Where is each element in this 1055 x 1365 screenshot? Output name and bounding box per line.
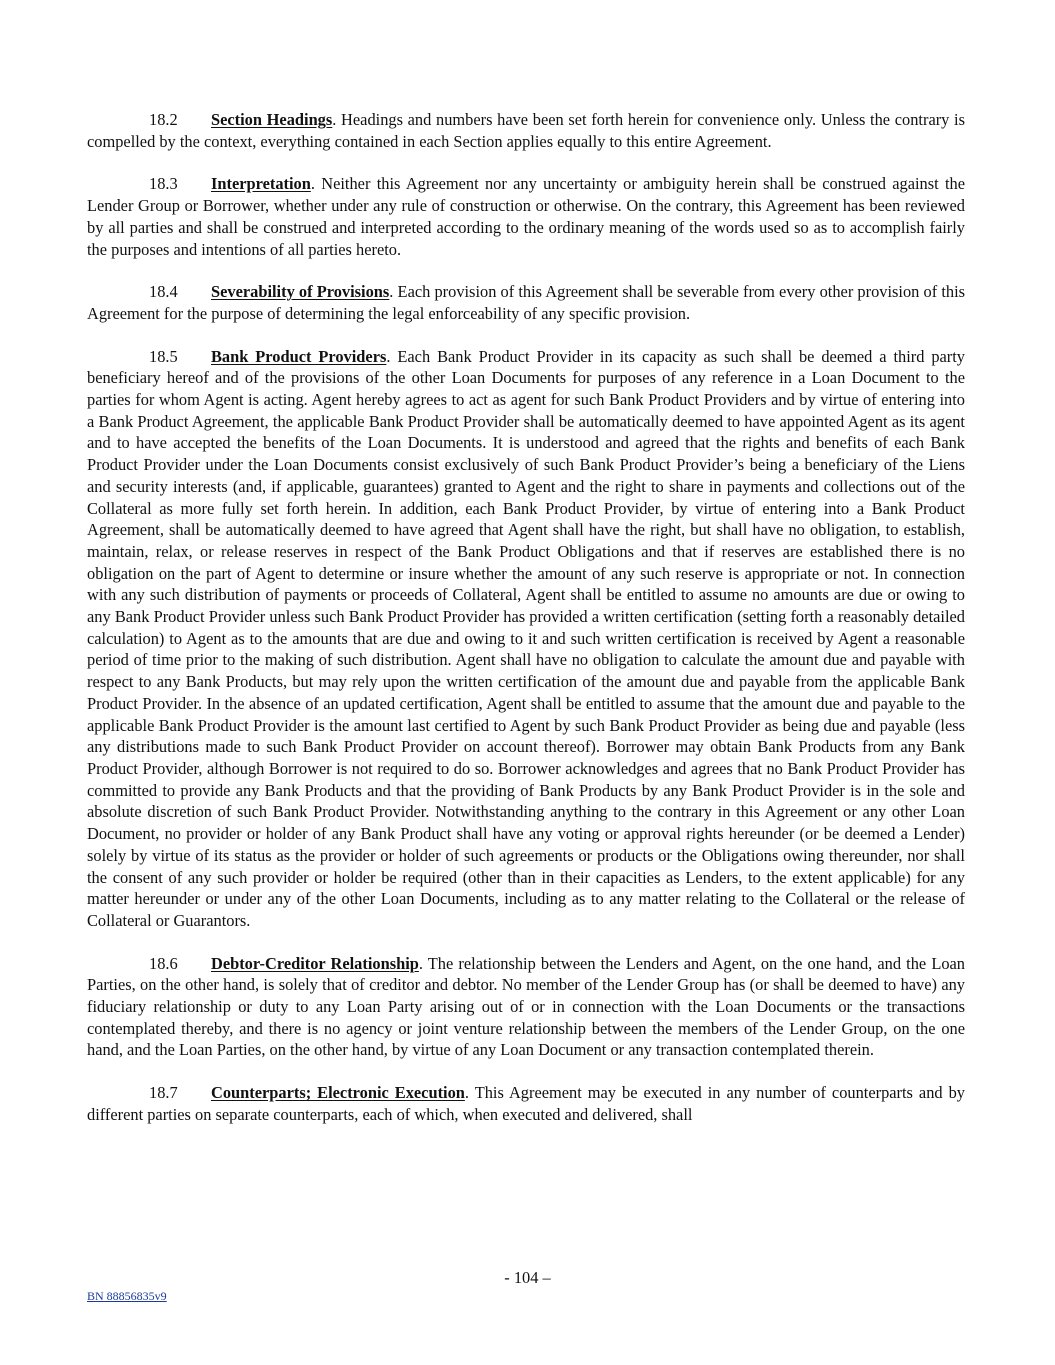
section-body: . Headings and numbers have been set forth herein for convenience only. Unless the contrary is compelled by the context, everything contained in each Section applies equally to this entire Agreement. xyxy=(87,110,965,151)
section-18-4 xyxy=(87,281,965,324)
document-id-link[interactable]: BN 88856835v9 xyxy=(87,1289,167,1303)
section-body: . Each provision of this Agreement shall be severable from every other provision of this Agreement for the purpose of determining the legal enforceability of any specific provision. xyxy=(87,282,966,323)
section-body: . Each Bank Product Provider in its capacity as such shall be deemed a third party beneficiary hereof and of the provisions of the other Loan Documents for purposes of any reference in a Loan Document to the parties for whom Agent is acting. Agent hereby agrees to act as agent for such Bank Product Providers and by virtue of entering into a Bank Product Agreement, the applicable Bank Product Provider shall be automatically deemed to have appointed Agent as its agent and to have accepted the benefits of the Loan Documents. It is understood and agreed that the rights and benefits of each Bank Product Provider under the Loan Documents consist exclusively of such Bank Product Provider’s being a beneficiary of the Liens and security interests (and, if applicable, guarantees) granted to Agent and the right to share in payments and collections out of the Collateral as more fully set forth herein. In addition, each Bank Product Provider, by virtue of entering into a Bank Product Agreement, shall be automatically deemed to have agreed that Agent shall have the right, but shall have no obligation, to establish, maintain, relax, or release reserves in respect of the Bank Product Obligations and that if reserves are established there is no obligation on the part of Agent to determine or insure whether the amount of any such reserve is appropriate or not. In connection with any such distribution of payments or proceeds of Collateral, Agent shall be entitled to assume no amounts are due or owing to any Bank Product Provider unless such Bank Product Provider has provided a written certification (setting forth a reasonably detailed calculation) to Agent as to the amounts that are due and owing to it and such written certification is received by Agent a reasonable period of time prior to the making of such distribution. Agent shall have no obligation to calculate the amount due and payable with respect to any Bank Products, but may rely upon the written certification of the amount due and payable from the applicable Bank Product Provider. In the absence of an updated certification, Agent shall be entitled to assume that the amount due and payable to the applicable Bank Product Provider is the amount last certified to Agent by such Bank Product Provider as being due and payable (less any distributions made to such Bank Product Provider on account thereof). Borrower may obtain Bank Products from any Bank Product Provider, although Borrower is not required to do so. Borrower acknowledges and agrees that no Bank Product Provider has committed to provide any Bank Products and that the providing of Bank Products by any Bank Product Provider is in the sole and absolute discretion of such Bank Product Provider. Notwithstanding anything to the contrary in this Agreement or any other Loan Document, no provider or holder of any Bank Product shall have any voting or approval rights hereunder (or be deemed a Lender) solely by virtue of its status as the provider or holder of such agreements or products or the Obligations owing thereunder, nor shall the consent of any such provider or holder be required (other than in their capacities as Lenders, to the extent applicable) for any matter hereunder or under any of the other Loan Documents, including as to any matter relating to the Collateral or the release of Collateral or Guarantors. xyxy=(87,346,966,930)
section-18-3 xyxy=(87,173,965,260)
section-heading: Severability of Provisions xyxy=(211,282,390,302)
section-18-7 xyxy=(87,1082,965,1125)
section-heading: Interpretation xyxy=(211,174,311,194)
section-number: 18.3 xyxy=(149,174,178,194)
section-heading: Section Headings xyxy=(211,110,333,129)
section-heading: Counterparts; Electronic Execution xyxy=(211,1083,465,1103)
section-number: 18.5 xyxy=(149,346,178,366)
section-body: . Neither this Agreement nor any uncertainty or ambiguity herein shall be construed against the Lender Group or Borrower, whether under any rule of construction or otherwise. On the contrary, this Agreement has been reviewed by all parties and shall be construed and interpreted according to the ordinary meaning of the words used so as to accomplish fairly the purposes and intentions of all parties hereto. xyxy=(87,174,965,259)
section-number: 18.7 xyxy=(149,1083,178,1103)
section-number: 18.4 xyxy=(149,282,178,302)
document-page xyxy=(87,109,965,1147)
section-body: . This Agreement may be executed in any number of counterparts and by different parties on separate counterparts, each of which, when executed and delivered, shall xyxy=(87,1083,966,1124)
section-heading: Debtor-Creditor Relationship xyxy=(211,953,419,973)
section-heading: Bank Product Providers xyxy=(211,346,387,366)
section-number: 18.6 xyxy=(149,953,178,973)
section-body: . The relationship between the Lenders and Agent, on the one hand, and the Loan Parties, on the other hand, is solely that of creditor and debtor. No member of the Lender Group has (or shall be deemed to have) any fiduciary relationship or duty to any Loan Party arising out of or in connection with the Loan Documents or the transactions contemplated thereby, and there is no agency or joint venture relationship between the members of the Lender Group, on the one hand, and the Loan Parties, on the other hand, by virtue of any Loan Document or any transaction contemplated therein. xyxy=(87,953,965,1060)
section-18-2 xyxy=(87,109,965,152)
section-number: 18.2 xyxy=(149,110,178,129)
section-18-5 xyxy=(87,346,965,932)
section-18-6 xyxy=(87,953,965,1062)
page-number: - 104 – xyxy=(504,1268,551,1287)
